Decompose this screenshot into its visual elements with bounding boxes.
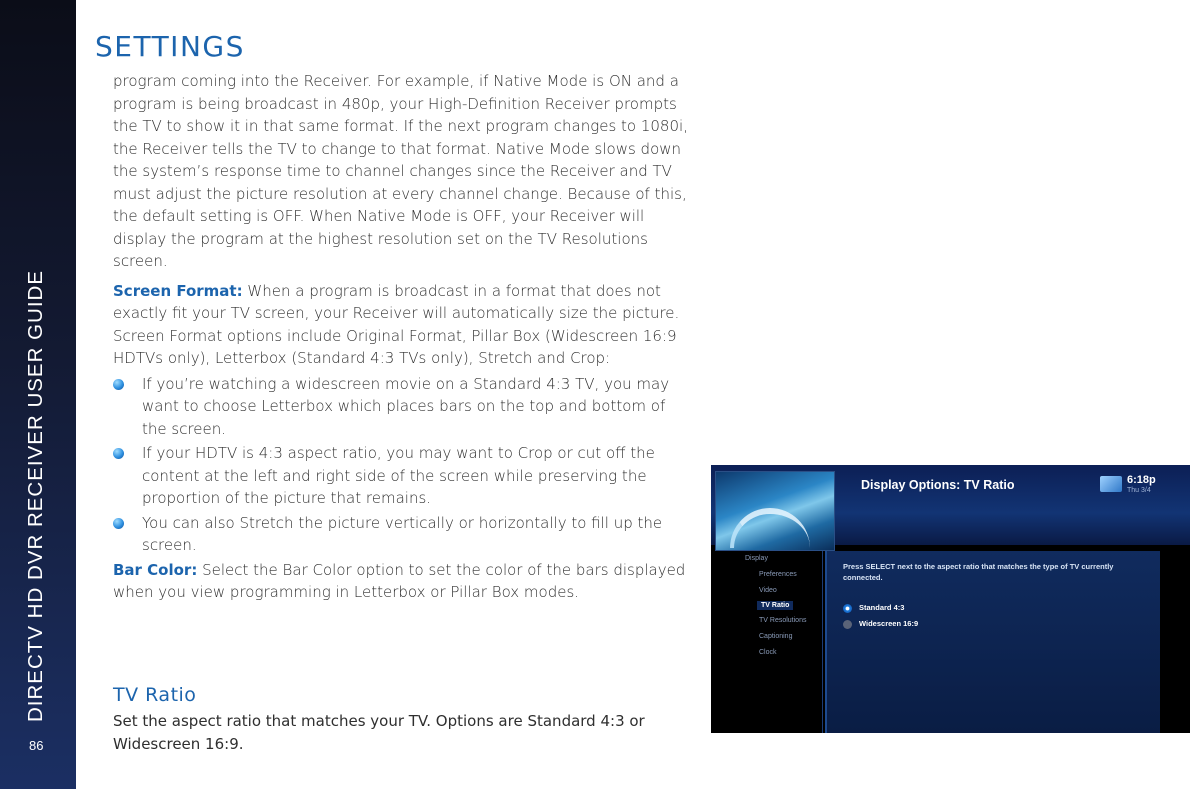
bar-color-paragraph <box>113 559 688 604</box>
screen-format-text: When a program is broadcast in a format that does not exactly fit your TV screen, your Receiver will automatically size the picture. Screen Format options include Original Format, Pillar Box (Widescreen 16:9 HDTVs only), Letterbox (Standard 4:3 TVs only), Stretch and Crop: <box>113 281 680 367</box>
tv-time: 6:18p <box>1127 474 1156 486</box>
tv-instruction: Press SELECT next to the aspect ratio that matches the type of TV currently connected. <box>843 562 1114 582</box>
tv-option-label: Standard 4:3 <box>859 603 905 612</box>
guide-title: DIRECTV HD DVR RECEIVER USER GUIDE <box>24 269 47 722</box>
tv-menu-item-clock[interactable]: Clock <box>759 649 777 656</box>
bullet-dot-icon <box>113 448 124 459</box>
tv-option-widescreen[interactable] <box>843 619 918 629</box>
tv-ratio-text: Set the aspect ratio that matches your TV. Options are Standard 4:3 or Widescreen 16:9. <box>113 712 645 753</box>
page-number: 86 <box>29 738 44 753</box>
bullet-dot-icon <box>113 379 124 390</box>
list-item <box>113 512 688 557</box>
tv-menu-item-tv-resolutions[interactable]: TV Resolutions <box>759 617 807 624</box>
tv-screenshot <box>711 465 1190 733</box>
screen-format-paragraph <box>113 280 688 370</box>
bullet-text: You can also Stretch the picture vertically or horizontally to fill up the screen. <box>142 513 663 554</box>
tv-option-standard[interactable] <box>843 603 904 613</box>
bullet-text: If you’re watching a widescreen movie on a Standard 4:3 TV, you may want to choose Letterbox which places bars on the top and bottom of the screen. <box>142 374 670 438</box>
bullet-dot-icon <box>113 518 124 529</box>
tv-menu-item-captioning[interactable]: Captioning <box>759 633 793 640</box>
list-item <box>113 442 688 510</box>
list-item <box>113 373 688 441</box>
tv-menu <box>745 551 823 733</box>
tv-screen-title: Display Options: TV Ratio <box>861 478 1015 492</box>
section-title: SETTINGS <box>95 30 245 63</box>
bullet-text: If your HDTV is 4:3 aspect ratio, you may want to Crop or cut off the content at the left and right side of the screen while preserving the proportion of the picture that remains. <box>142 444 655 507</box>
body-text <box>113 70 688 604</box>
radio-selected-icon <box>843 604 852 613</box>
tv-date: Thu 3/4 <box>1127 487 1151 494</box>
tv-menu-item-preferences[interactable]: Preferences <box>759 571 797 578</box>
side-band <box>0 0 76 789</box>
tv-options-panel <box>825 551 1160 733</box>
directv-logo-icon <box>1100 476 1122 492</box>
surf-thumbnail <box>715 471 835 551</box>
tv-ratio-heading: TV Ratio <box>113 684 197 706</box>
tv-menu-item-display[interactable]: Display <box>745 555 768 562</box>
tv-option-label: Widescreen 16:9 <box>859 619 919 628</box>
screen-format-bullets <box>113 373 688 557</box>
tv-menu-item-tv-ratio[interactable]: TV Ratio <box>757 601 793 610</box>
radio-unselected-icon <box>843 620 852 629</box>
intro-paragraph: program coming into the Receiver. For example, if Native Mode is ON and a program is being broadcast in 480p, your High-Definition Receiver prompts the TV to show it in that same format. If the next program changes to 1080i, the Receiver tells the TV to change to that format. Native Mode slows down the system’s response time to channel changes since the Receiver and TV must adjust the picture resolution at every channel change. Because of this, the default setting is OFF. When Native Mode is OFF, your Receiver will display the program at the highest resolution set on the TV Resolutions screen. <box>113 72 688 270</box>
wave-icon <box>730 508 810 548</box>
screen-format-term: Screen Format: <box>113 281 243 300</box>
tv-menu-item-video[interactable]: Video <box>759 587 777 594</box>
bar-color-text: Select the Bar Color option to set the color of the bars displayed when you view programming in Letterbox or Pillar Box modes. <box>113 560 686 601</box>
bar-color-term: Bar Color: <box>113 560 198 579</box>
